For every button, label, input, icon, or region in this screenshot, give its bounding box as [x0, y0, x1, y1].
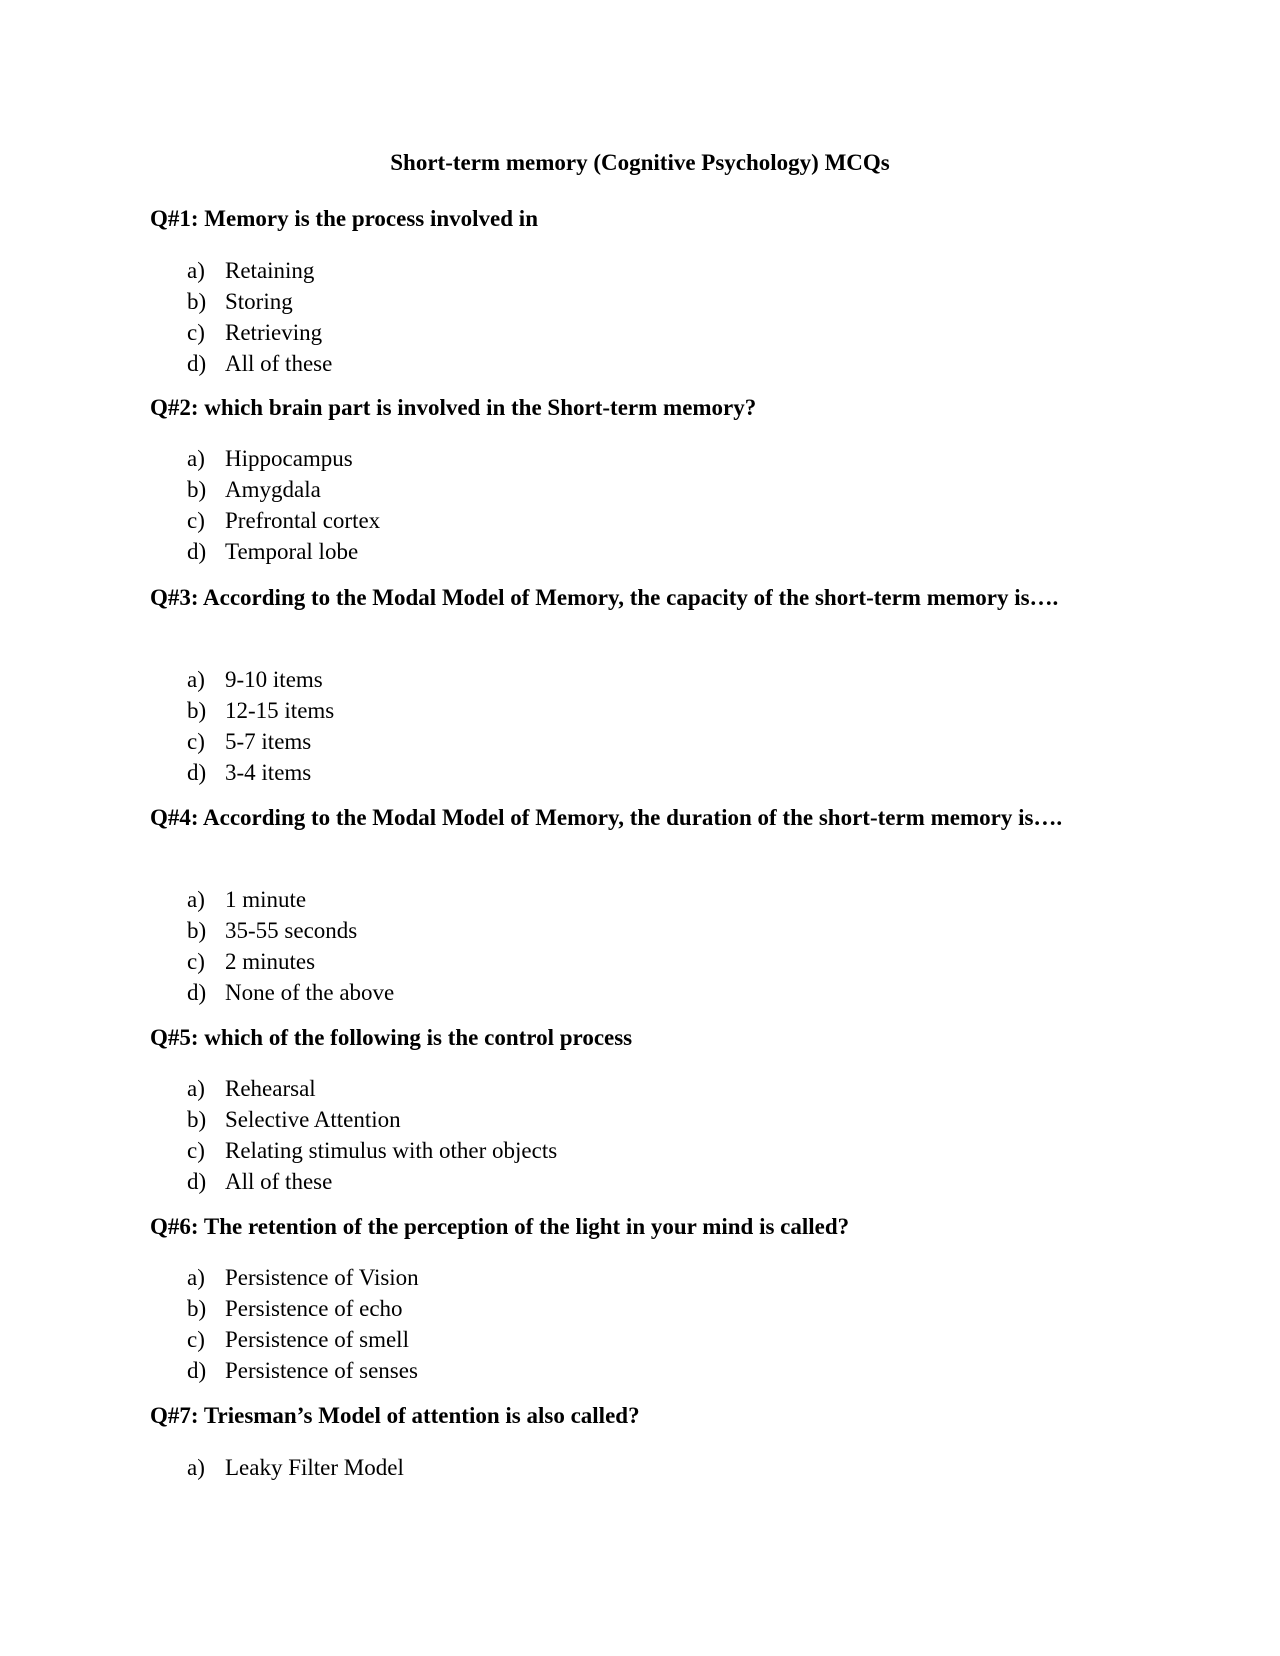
option-item	[187, 977, 394, 1008]
option-text: 5-7 items	[225, 729, 312, 754]
option-text: 3-4 items	[225, 760, 312, 785]
option-item	[187, 1073, 557, 1104]
option-text: Persistence of senses	[225, 1358, 418, 1383]
option-text: Persistence of smell	[225, 1327, 409, 1352]
option-letter: d)	[187, 980, 207, 1005]
option-letter: a)	[187, 1455, 205, 1480]
option-item	[187, 664, 334, 695]
option-letter: b)	[187, 918, 207, 943]
option-item	[187, 255, 332, 286]
option-text: Storing	[225, 289, 293, 314]
option-text: Retaining	[225, 258, 315, 283]
option-letter: a)	[187, 258, 205, 283]
question-7-options	[187, 1452, 404, 1483]
option-letter: a)	[187, 887, 205, 912]
option-item	[187, 915, 394, 946]
option-letter: c)	[187, 320, 205, 345]
option-letter: c)	[187, 949, 205, 974]
question-2: Q#2: which brain part is involved in the Short-term memory?	[150, 395, 757, 420]
option-item	[187, 474, 380, 505]
option-letter: c)	[187, 1327, 205, 1352]
option-text: Persistence of Vision	[225, 1265, 419, 1290]
option-letter: d)	[187, 1358, 207, 1383]
option-item	[187, 443, 380, 474]
option-letter: d)	[187, 351, 207, 376]
option-text: Amygdala	[225, 477, 321, 502]
question-5: Q#5: which of the following is the control process	[150, 1025, 633, 1050]
option-letter: b)	[187, 698, 207, 723]
question-3-options	[187, 664, 334, 788]
option-item	[187, 1135, 557, 1166]
question-2-options	[187, 443, 380, 567]
option-letter: b)	[187, 1107, 207, 1132]
option-item	[187, 726, 334, 757]
option-item	[187, 317, 332, 348]
option-text: Relating stimulus with other objects	[225, 1138, 558, 1163]
option-letter: c)	[187, 1138, 205, 1163]
option-item	[187, 286, 332, 317]
option-text: Prefrontal cortex	[225, 508, 381, 533]
option-item	[187, 1104, 557, 1135]
option-letter: c)	[187, 729, 205, 754]
option-text: 1 minute	[225, 887, 307, 912]
option-item	[187, 757, 334, 788]
question-6-options	[187, 1262, 419, 1386]
option-letter: a)	[187, 667, 205, 692]
option-text: All of these	[225, 1169, 333, 1194]
option-text: 9-10 items	[225, 667, 323, 692]
option-text: Retrieving	[225, 320, 323, 345]
option-text: Selective Attention	[225, 1107, 401, 1132]
question-5-options	[187, 1073, 557, 1197]
option-item	[187, 1166, 557, 1197]
option-item	[187, 946, 394, 977]
option-letter: b)	[187, 1296, 207, 1321]
option-text: Rehearsal	[225, 1076, 316, 1101]
option-text: 12-15 items	[225, 698, 335, 723]
question-4-options	[187, 884, 394, 1008]
question-1: Q#1: Memory is the process involved in	[150, 206, 538, 231]
option-letter: b)	[187, 477, 207, 502]
question-4: Q#4: According to the Modal Model of Memory, the duration of the short-term memory is….	[150, 805, 1063, 830]
option-text: 2 minutes	[225, 949, 316, 974]
option-letter: d)	[187, 1169, 207, 1194]
option-item	[187, 1355, 419, 1386]
option-text: Persistence of echo	[225, 1296, 403, 1321]
option-item	[187, 348, 332, 379]
document-title: Short-term memory (Cognitive Psychology) MCQs	[390, 150, 890, 175]
option-item	[187, 505, 380, 536]
option-item	[187, 536, 380, 567]
option-letter: d)	[187, 539, 207, 564]
question-1-options	[187, 255, 332, 379]
question-6: Q#6: The retention of the perception of the light in your mind is called?	[150, 1214, 850, 1239]
option-letter: c)	[187, 508, 205, 533]
option-letter: d)	[187, 760, 207, 785]
option-item	[187, 1262, 419, 1293]
option-text: Temporal lobe	[225, 539, 359, 564]
option-letter: b)	[187, 289, 207, 314]
question-3: Q#3: According to the Modal Model of Memory, the capacity of the short-term memory is….	[150, 585, 1059, 610]
option-item	[187, 884, 394, 915]
option-text: 35-55 seconds	[225, 918, 358, 943]
question-7: Q#7: Triesman’s Model of attention is also called?	[150, 1403, 640, 1428]
option-letter: a)	[187, 1265, 205, 1290]
option-text: Hippocampus	[225, 446, 353, 471]
option-item	[187, 1293, 419, 1324]
option-text: Leaky Filter Model	[225, 1455, 404, 1480]
option-text: All of these	[225, 351, 333, 376]
option-item	[187, 1324, 419, 1355]
option-text: None of the above	[225, 980, 395, 1005]
option-item	[187, 1452, 404, 1483]
option-letter: a)	[187, 446, 205, 471]
option-letter: a)	[187, 1076, 205, 1101]
option-item	[187, 695, 334, 726]
